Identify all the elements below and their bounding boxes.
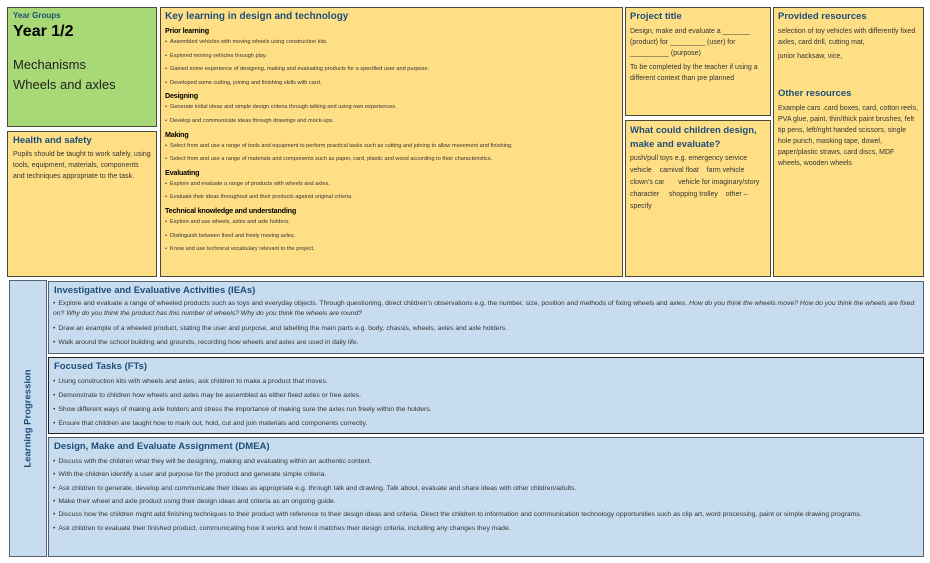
key-learning-heading: Technical knowledge and understanding: [165, 205, 297, 215]
other-resources-title: Other resources: [778, 88, 852, 99]
dmea-items: [51, 455, 921, 535]
key-learning-item: • Select from and use a range of tools and equipment to perform practical tasks such as cutting and joining to allow movement and finishing.: [165, 140, 618, 154]
iea-item-questions: How do you think the wheels move? How do you think the wheels are fixed on? Why do you think the product has this number of wheels? Why do you think the wheels are round?: [53, 300, 915, 317]
key-learning-item: • Evaluate their ideas throughout and their products against original criteria.: [165, 191, 618, 205]
year-groups-panel: [7, 7, 157, 127]
dmea-item: • Discuss how the children might add finishing techniques to their product with reference to their design ideas and criteria. Direct the children to information and communication technology opportunities such as clip art, word processing, paint or simple drawing programs.: [51, 510, 921, 520]
health-safety-title: Health and safety: [13, 135, 92, 146]
health-safety-text: Pupils should be taught to work safely, using tools, equipment, materials, components and techniques appropriate to the task.: [13, 151, 151, 180]
dmea-item: • With the children identify a user and purpose for the product and generate simple criteria.: [51, 468, 921, 481]
ft-item: • Show different ways of making axle holders and stress the importance of making sure the axles run freely within the holders.: [51, 403, 921, 417]
provided-resources-line2: junior hacksaw, vice,: [778, 53, 843, 60]
iea-panel: [48, 281, 924, 354]
dmea-item: • Ask children to evaluate their finished product, communicating how it works and how it matches their design criteria, including any changes they made.: [51, 522, 921, 535]
year-title: Year 1/2: [13, 23, 74, 40]
key-learning-heading: Evaluating: [165, 167, 200, 177]
what-could-title: What could children design, make and evaluate?: [630, 125, 757, 150]
dmea-panel: [48, 437, 924, 557]
key-learning-item: • Develop and communicate ideas through drawings and mock-ups.: [165, 115, 618, 129]
key-learning-heading: Prior learning: [165, 26, 209, 35]
iea-items: [51, 322, 921, 350]
iea-item-text: • Explore and evaluate a range of wheeled products such as toys and everyday objects. Through questioning, direct children’s observations e.g. the number, size, position and methods of fixing wheels and axles.: [53, 300, 689, 307]
iea-item: • Draw an example of a wheeled product, stating the user and purpose, and labelling the main parts e.g. body, chassis, wheels, axles and axle holders.: [51, 322, 921, 336]
iea-item: [51, 299, 921, 319]
key-learning-item: • Developed some cutting, joining and finishing skills with card.: [165, 77, 618, 91]
ft-item: • Ensure that children are taught how to mark out, hold, cut and join materials and components correctly.: [51, 417, 921, 431]
key-learning-item: • Know and use technical vocabulary relevant to the project.: [165, 243, 618, 257]
health-safety-panel: [7, 131, 157, 277]
key-learning-item: • Explored moving vehicles through play.: [165, 50, 618, 64]
provided-resources-title: Provided resources: [778, 11, 867, 22]
dmea-item: • Discuss with the children what they will be designing, making and evaluating within an authentic context.: [51, 455, 921, 468]
key-learning-sections: [165, 25, 618, 257]
ft-item: • Demonstrate to children how wheels and axles may be assembled as either fixed axles or free axles.: [51, 389, 921, 403]
key-learning-item: • Select from and use a range of materials and components such as paper, card, plastic and wood according to their characteristics.: [165, 153, 618, 167]
other-resources-text: Example cars .card boxes, card, cotton reels, PVA glue, paint, thin/thick paint brushes, felt tip pens, left/right handed scissors, single hole punch, masking tape, dowel, paper/plastic straws, card discs, MDF wheels, wooden wheels: [778, 105, 919, 167]
what-could-panel: [625, 120, 771, 277]
project-title-template: Design, make and evaluate a _______ (product) for _________ (user) for __________ (purpose): [630, 28, 750, 57]
dmea-title: Design, Make and Evaluate Assignment (DMEA): [54, 441, 270, 452]
learning-progression-label-panel: [9, 280, 47, 557]
ft-title: Focused Tasks (FTs): [54, 361, 148, 372]
project-title-note: To be completed by the teacher if using a different context than pre planned: [630, 64, 758, 82]
key-learning-heading: Designing: [165, 91, 198, 101]
key-learning-heading: Making: [165, 129, 189, 139]
subtopic: Wheels and axles: [13, 77, 116, 92]
resources-panel: [773, 7, 924, 277]
year-groups-label: Year Groups: [13, 11, 61, 20]
dmea-item: • Ask children to generate, develop and communicate their ideas as appropriate e.g. through talk and drawing. Talk about, evaluate and share ideas with other children/adults.: [51, 482, 921, 495]
key-learning-item: • Assembled vehicles with moving wheels using construction kits.: [165, 36, 618, 50]
what-could-text: push/pull toys e.g. emergency service vehicle carnival float farm vehicle clown’s car vehicle for imaginary/story character shopping trolley other – specify: [630, 155, 762, 210]
key-learning-item: • Gained some experience of designing, making and evaluating products for a specified user and purpose.: [165, 63, 618, 77]
key-learning-item: • Explore and evaluate a range of products with wheels and axles.: [165, 178, 618, 192]
provided-resources-line1: selection of toy vehicles with differently fixed axles, card drill, cutting mat,: [778, 28, 916, 46]
project-title-heading: Project title: [630, 11, 682, 22]
dmea-item: • Make their wheel and axle product using their design ideas and criteria as an ongoing guide.: [51, 495, 921, 508]
project-title-panel: [625, 7, 771, 116]
key-learning-item: • Generate initial ideas and simple design criteria through talking and using own experiences.: [165, 101, 618, 115]
ft-item: • Using construction kits with wheels and axles, ask children to make a product that moves.: [51, 375, 921, 389]
iea-item: • Walk around the school building and grounds, recording how wheels and axles are used in daily life.: [51, 336, 921, 350]
key-learning-title: Key learning in design and technology: [165, 11, 349, 22]
ft-items: [51, 375, 921, 431]
topic: Mechanisms: [13, 57, 86, 72]
learning-progression-label: Learning Progression: [22, 369, 34, 468]
key-learning-item: • Explore and use wheels, axles and axle holders.: [165, 216, 618, 230]
iea-title: Investigative and Evaluative Activities (IEAs): [54, 285, 256, 296]
key-learning-item: • Distinguish between fixed and freely moving axles.: [165, 230, 618, 244]
ft-panel: [48, 357, 924, 434]
key-learning-panel: [160, 7, 623, 277]
